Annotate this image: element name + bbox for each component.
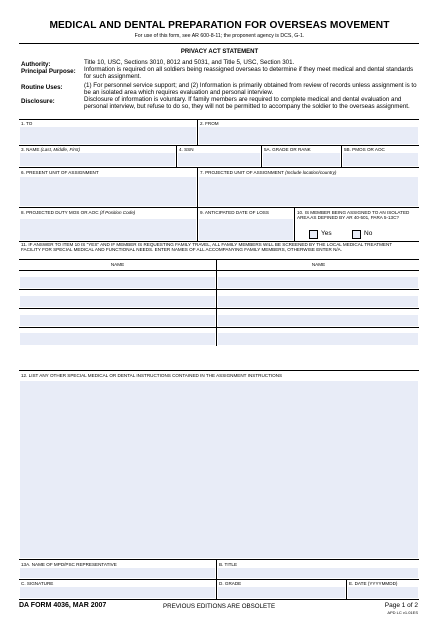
ssn-input[interactable] [178, 153, 260, 166]
row12-top-rule [19, 370, 419, 371]
field-1-label: 1. TO [21, 121, 33, 126]
field-10-label: 10. IS MEMBER BEING ASSIGNED TO AN ISOLATED AREA AS DEFINED BY AR 40-501, PARA 5-13C? [297, 210, 410, 220]
row6-top-rule [19, 167, 419, 168]
disclosure-text: Disclosure of information is voluntary. If family members are required to complete medical and dental evaluation and personal interview, but refuse to do so, they will not be permitted to accompany the soldier to the overseas assignment. [84, 96, 410, 110]
editions-note: PREVIOUS EDITIONS ARE OBSOLETE [163, 603, 276, 610]
family-name-input-3[interactable] [20, 296, 215, 307]
family-name-input-1[interactable] [20, 277, 215, 288]
date-input[interactable] [348, 587, 418, 598]
apd-version: APD LC v1.01ES [387, 610, 418, 615]
row13-divider-2 [346, 579, 347, 599]
field-8-hint: (If Position Code) [99, 210, 136, 215]
grade-rank-input[interactable] [263, 153, 340, 166]
present-unit-input[interactable] [20, 177, 196, 206]
projected-unit-input[interactable] [199, 177, 418, 206]
form-title: MEDICAL AND DENTAL PREPARATION FOR OVERSEAS MOVEMENT [49, 20, 390, 31]
row1-top-rule [19, 119, 419, 120]
field-13e-hint: (YYYYMMDD) [367, 581, 398, 586]
family-name-input-4[interactable] [218, 296, 418, 307]
isolated-yes-label: Yes [321, 230, 332, 237]
purpose-text: Information is required on all soldiers being reassigned overseas to determine if they meet medical and dental standards for such assignment. [84, 66, 414, 80]
name-input[interactable] [20, 153, 175, 166]
row11-head-rule [19, 259, 419, 260]
family-row-rule-2 [19, 308, 419, 309]
row8-divider-2 [294, 207, 295, 241]
field-6-label: 6. PRESENT UNIT OF ASSIGNMENT [21, 170, 99, 175]
family-name-input-5[interactable] [20, 315, 215, 326]
family-name-input-7[interactable] [20, 333, 215, 345]
authority-text: Title 10, USC, Sections 3010, 8012 and 5031, and Title 5, USC, Section 301. [84, 59, 295, 66]
top-rule [19, 43, 419, 44]
field-3-label: 3. NAME (Last, Middle, First) [21, 147, 80, 152]
isolated-no-label: No [364, 230, 373, 237]
field-13c-label: C. SIGNATURE [21, 581, 54, 586]
disclosure-label: Disclosure: [21, 98, 55, 105]
family-row-rule-3 [19, 327, 419, 328]
form-number: DA FORM 4036, MAR 2007 [19, 602, 107, 609]
field-5b-label: 5B. PMOS OR AOC [344, 147, 385, 152]
isolated-yes-checkbox[interactable] [309, 230, 318, 239]
pmos-aoc-input[interactable] [343, 153, 418, 166]
form-subtitle: For use of this form, see AR 600-8-11; the proponent agency is DCS, G-1. [134, 33, 305, 39]
family-name-col-right: NAME [311, 262, 326, 267]
mpd-rep-name-input[interactable] [20, 568, 215, 578]
field-13e-label: E. DATE (YYYYMMDD) [349, 581, 398, 586]
grade-input[interactable] [218, 587, 345, 598]
family-name-input-2[interactable] [218, 277, 418, 288]
bottom-rule [19, 599, 419, 600]
family-name-input-6[interactable] [218, 315, 418, 326]
row13-top-rule [19, 559, 419, 560]
row1-divider [197, 119, 198, 145]
row13c-top-rule [19, 579, 419, 580]
from-input[interactable] [199, 127, 418, 144]
field-13b-label: B. TITLE [219, 562, 238, 567]
field-11-label: 11. IF ANSWER TO ITEM 10 IS "YES" AND IF MEMBER IS REQUESTING FAMILY TRAVEL, ALL FAMILY MEMBERS WILL BE SCREENED BY THE LOCAL MEDICAL TREATMENT FACILITY FOR SPECIAL MEDICAL AND FUNCTIONAL NEEDS. ENTER NAMES OF ALL ACCOMPANYING FAMILY MEMBERS, OTHERWISE ENTER N/A. [21, 242, 393, 252]
family-name-input-8[interactable] [218, 333, 418, 345]
routine-text: (1) For personnel service support; and (2) Information is primarily obtained from review of records unless assignment is to be an isolated area which requires evaluation and personal interview. [84, 82, 417, 96]
row3-top-rule [19, 145, 419, 146]
family-col-divider [216, 259, 217, 346]
family-row-rule-1 [19, 289, 419, 290]
field-8-label: 8. PROJECTED DUTY MOS OR AOC (If Position Code) [21, 210, 136, 215]
field-12-label: 12. LIST ANY OTHER SPECIAL MEDICAL OR DENTAL INSTRUCTIONS CONTAINED IN THE ASSIGNMENT INSTRUCTIONS [21, 373, 283, 378]
field-13a-label: 13A. NAME OF MPD/PSC REPRESENTATIVE [21, 562, 117, 567]
field-5a-label: 5A. GRADE OR RANK [264, 147, 311, 152]
isolated-no-checkbox[interactable] [352, 230, 361, 239]
field-7-hint: (Include location/country) [285, 170, 337, 175]
row3-divider-1 [176, 145, 177, 167]
row8-divider-1 [197, 207, 198, 241]
field-3-hint: (Last, Middle, First) [40, 147, 80, 152]
row6-divider [197, 167, 198, 207]
row3-divider-3 [341, 145, 342, 167]
family-name-col-left: NAME [110, 262, 125, 267]
field-13d-label: D. GRADE [219, 581, 242, 586]
field-9-label: 9. ANTICIPATED DATE OF LOSS [200, 210, 269, 215]
field-2-label: 2. FROM [200, 121, 219, 126]
purpose-label: Principal Purpose: [21, 68, 76, 75]
to-input[interactable] [20, 127, 196, 144]
authority-label: Authority: [21, 61, 51, 68]
signature-input[interactable] [20, 587, 215, 598]
date-of-loss-input[interactable] [199, 219, 293, 240]
special-instructions-input[interactable] [20, 381, 418, 558]
page-number: Page 1 of 2 [384, 602, 418, 609]
routine-label: Routine Uses: [21, 84, 63, 91]
field-7-label: 7. PROJECTED UNIT OF ASSIGNMENT (Include location/country) [200, 170, 337, 175]
field-4-label: 4. SSN [179, 147, 194, 152]
projected-duty-input[interactable] [20, 219, 196, 240]
row8-top-rule [19, 207, 419, 208]
family-header-rule [19, 270, 419, 271]
title-input[interactable] [218, 568, 418, 578]
row3-divider-2 [261, 145, 262, 167]
privacy-heading: PRIVACY ACT STATEMENT [180, 49, 259, 55]
